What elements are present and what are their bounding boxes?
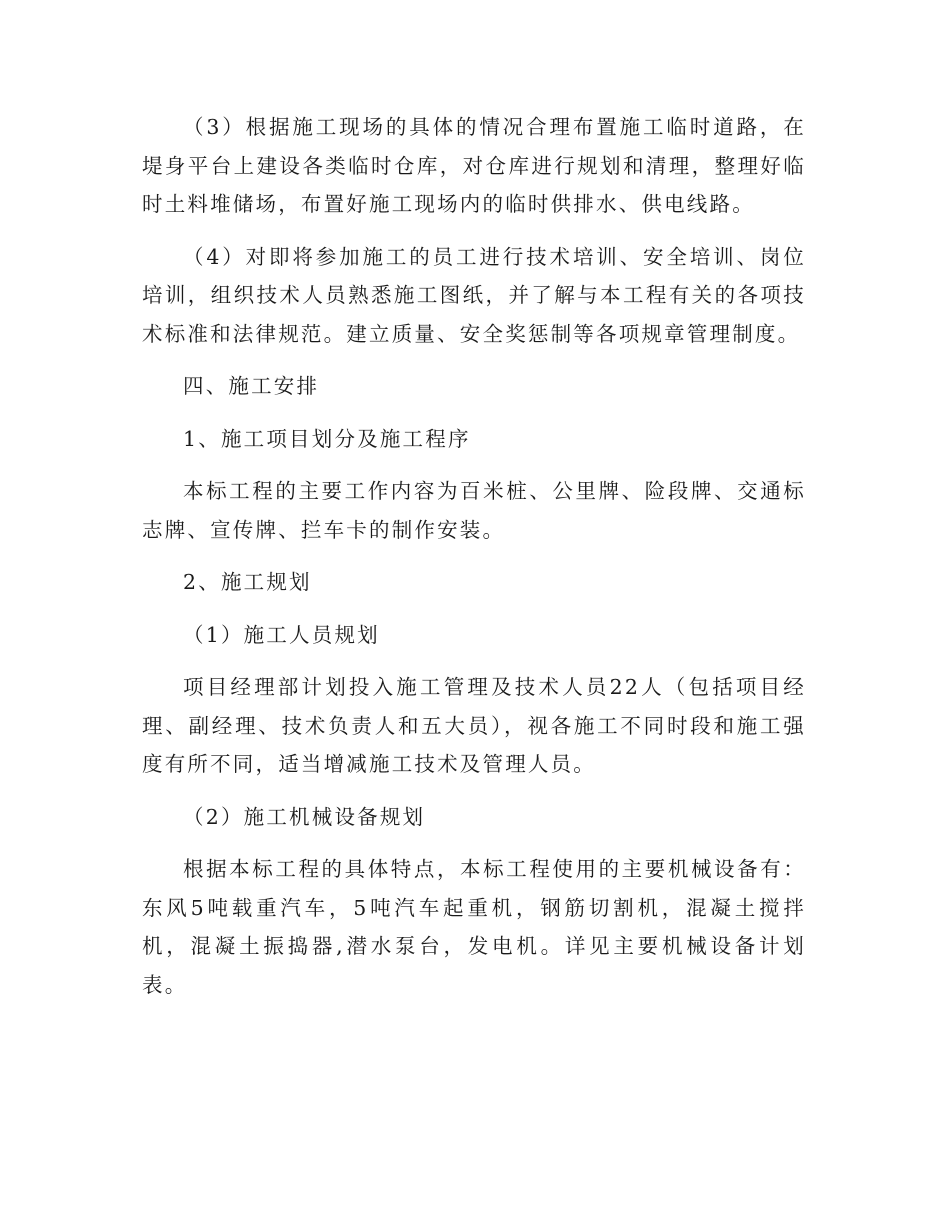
section-heading-construction-arrangement: 四、施工安排 — [183, 374, 320, 398]
paragraph-staff-training: （4）对即将参加施工的员工进行技术培训、安全培训、岗位培训，组织技术人员熟悉施工图纸，并了解与本工程有关的各项技术标准和法律规范。建立质量、安全奖惩制等各项规章管理制度。 — [142, 244, 806, 346]
paragraph-personnel-plan: 项目经理部计划投入施工管理及技术人员22人（包括项目经理、副经理、技术负责人和五大员），视各施工不同时段和施工强度有所不同，适当增减施工技术及管理人员。 — [142, 675, 806, 776]
subsection-heading-project-division: 1、施工项目划分及施工程序 — [183, 426, 471, 451]
item-heading-equipment-planning: （2）施工机械设备规划 — [183, 804, 426, 829]
document-body — [142, 108, 806, 1018]
item-heading-personnel-planning: （1）施工人员规划 — [183, 622, 380, 647]
subsection-heading-construction-planning: 2、施工规划 — [183, 570, 312, 594]
paragraph-equipment-plan: 根据本标工程的具体特点，本标工程使用的主要机械设备有：东风5吨载重汽车，5吨汽车起重机，钢筋切割机，混凝土搅拌机，混凝土振捣器,潜水泵台，发电机。详见主要机械设备计划表。 — [142, 857, 806, 997]
paragraph-main-work-content: 本标工程的主要工作内容为百米桩、公里牌、险段牌、交通标志牌、宣传牌、拦车卡的制作安装。 — [142, 479, 806, 542]
paragraph-site-layout: （3）根据施工现场的具体的情况合理布置施工临时道路，在堤身平台上建设各类临时仓库，对仓库进行规划和清理，整理好临时土料堆储场，布置好施工现场内的临时供排水、供电线路。 — [142, 115, 806, 216]
